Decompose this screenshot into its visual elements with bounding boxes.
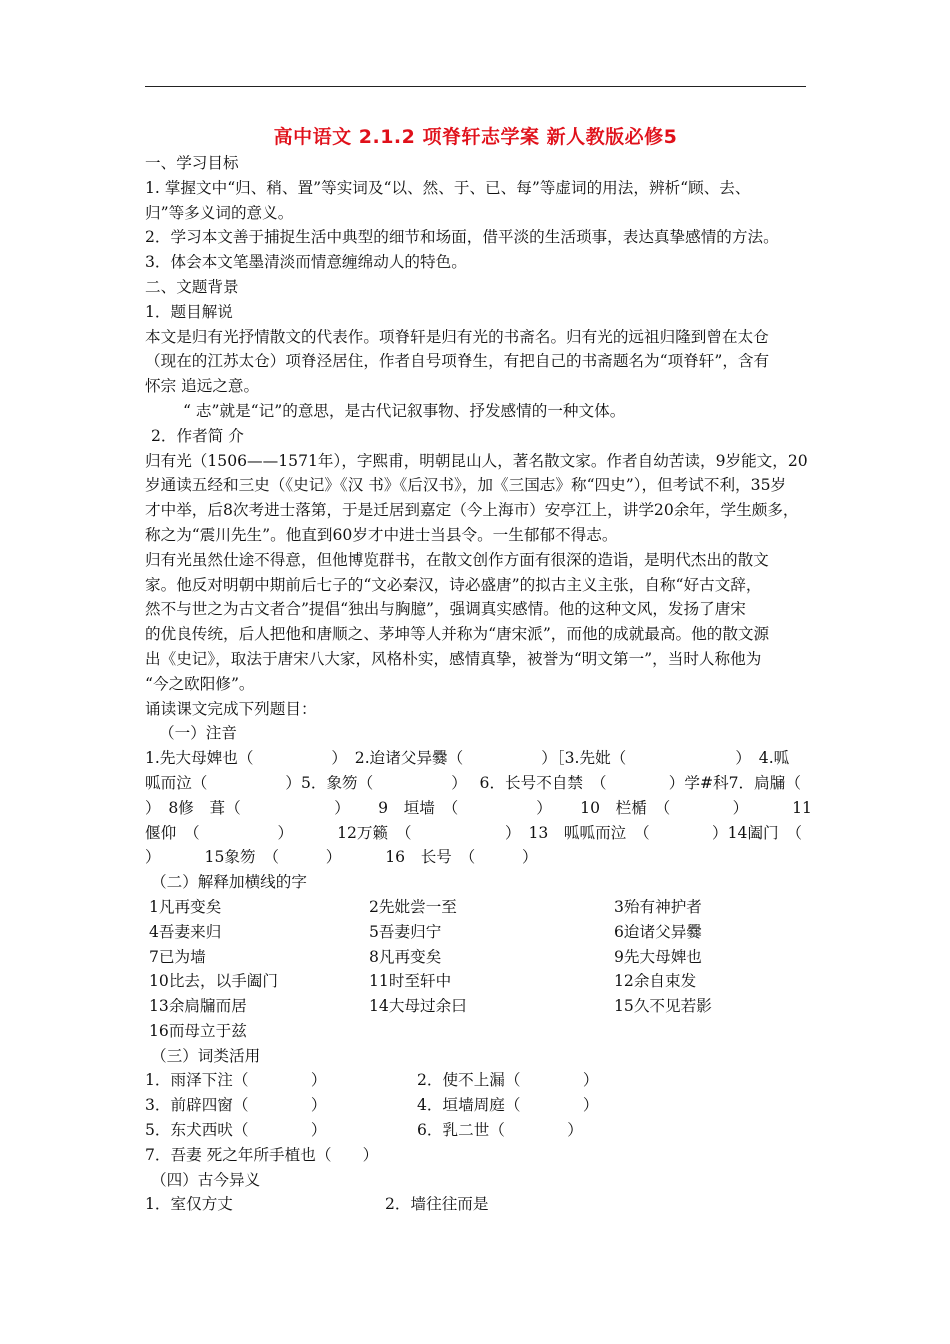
paragraph-line: 家。他反对明朝中期前后七子的“文必秦汉，诗必盛唐”的拟古主义主张，自称“好古文辞， bbox=[145, 575, 762, 594]
explain-row bbox=[145, 1019, 809, 1044]
explain-item bbox=[614, 1019, 809, 1044]
explain-item: 7已为墙 bbox=[149, 947, 206, 966]
explain-item bbox=[369, 1019, 614, 1044]
paragraph-line: 归”等多义词的意义。 bbox=[145, 203, 294, 222]
pronunciation-line: 呱而泣（ ）5．象笏（ ） 6．长号不自禁 （ ）学#科7．扃牖（ bbox=[145, 773, 801, 792]
ancient-item: 1．室仅方丈 bbox=[145, 1195, 233, 1214]
paragraph-line: “ 志”就是“记”的意思，是古代记叙事物、抒发感情的一种文体。 bbox=[183, 401, 626, 420]
explain-item: 10比去，以手阖门 bbox=[149, 972, 278, 991]
explain-item: 14大母过余曰 bbox=[369, 997, 467, 1016]
paragraph-line: （现在的江苏太仓）项脊泾居住，作者自号项脊生，有把自己的书斋题名为“项脊轩”，含有 bbox=[145, 352, 770, 371]
explain-item: 12余自束发 bbox=[614, 972, 697, 991]
paragraph-line: “今之欧阳修”。 bbox=[145, 674, 255, 693]
explain-item: 8凡再变矣 bbox=[369, 947, 442, 966]
wordclass-item: 1．雨泽下注（ ） bbox=[145, 1071, 327, 1090]
explain-row bbox=[145, 920, 809, 945]
wordclass-row bbox=[145, 1118, 809, 1143]
section-explain-heading: （二）解释加横线的字 bbox=[151, 873, 307, 892]
wordclass-row bbox=[145, 1093, 809, 1118]
paragraph-line: 1. 掌握文中“归、稍、置”等实词及“以、然、于、已、每”等虚词的用法，辨析“顾、去、 bbox=[145, 178, 751, 197]
explain-item: 11时至轩中 bbox=[369, 972, 452, 991]
paragraph-line: 怀宗 追远之意。 bbox=[145, 377, 260, 396]
explain-item: 5吾妻归宁 bbox=[369, 922, 442, 941]
explain-item: 2先妣尝一至 bbox=[369, 897, 457, 916]
paragraph-line: 3．体会本文笔墨清淡而情意缠绵动人的特色。 bbox=[145, 253, 467, 272]
explain-item: 4吾妻来归 bbox=[149, 922, 222, 941]
paragraph-line: 的优良传统，后人把他和唐顺之、茅坤等人并称为“唐宋派”，而他的成就最高。他的散文源 bbox=[145, 625, 770, 644]
wordclass-item: 3．前辟四窗（ ） bbox=[145, 1096, 327, 1115]
wordclass-item: 5．东犬西吠（ ） bbox=[145, 1121, 327, 1140]
paragraph-line: 然不与世之为古文者合”提倡“独出与胸臆”，强调真实感情。他的这种文风，发扬了唐宋 bbox=[145, 600, 746, 619]
explain-row bbox=[145, 895, 809, 920]
instruction-line: 诵读课文完成下列题目： bbox=[145, 699, 317, 718]
paragraph-line: 出《史记》，取法于唐宋八大家，风格朴实，感情真挚，被誉为“明文第一”，当时人称他为 bbox=[145, 649, 762, 668]
wordclass-item: 4．垣墙周庭（ ） bbox=[417, 1096, 599, 1115]
pronunciation-line: 1.先大母婢也（ ） 2.迨诸父异爨（ ）［3.先妣（ ） 4.呱 bbox=[145, 749, 790, 768]
subheading-author: 2．作者简 介 bbox=[151, 426, 244, 445]
pronunciation-line: ） 8修 葺（ ） 9 垣墙 （ ） 10 栏楯 （ ） 11 bbox=[145, 798, 812, 817]
explain-item: 6迨诸父异爨 bbox=[614, 922, 702, 941]
explain-row bbox=[145, 945, 809, 970]
paragraph-line: 归有光虽然仕途不得意，但他博览群书，在散文创作方面有很深的造诣，是明代杰出的散文 bbox=[145, 550, 769, 569]
document-body bbox=[145, 151, 812, 1217]
ancient-item: 2．墙往往而是 bbox=[385, 1195, 489, 1214]
ancient-row bbox=[145, 1192, 809, 1217]
wordclass-item: 7．吾妻 死之年所手植也（ ） bbox=[145, 1145, 379, 1164]
explain-item: 9先大母婢也 bbox=[614, 947, 702, 966]
page-title: 高中语文 2.1.2 项脊轩志学案 新人教版必修5 bbox=[273, 126, 678, 148]
paragraph-line: 才中举，后8次考进士落第，于是迁居到嘉定（今上海市）安亭江上，讲学20余年，学生颇多， bbox=[145, 501, 799, 520]
explain-item: 15久不见若影 bbox=[614, 997, 712, 1016]
paragraph-line: 归有光（1506——1571年），字熙甫，明朝昆山人，著名散文家。作者自幼苦读，9岁能文，20 bbox=[145, 451, 808, 470]
explain-item: 1凡再变矣 bbox=[149, 897, 222, 916]
heading-objectives: 一、学习目标 bbox=[145, 154, 239, 172]
section-ancient-heading: （四）古今异义 bbox=[151, 1170, 261, 1189]
paragraph-line: 岁通读五经和三史（《史记》《汉 书》《后汉书》，加《三国志》称“四史”），但考试不利，35岁 bbox=[145, 476, 787, 495]
explain-item: 13余扃牖而居 bbox=[149, 997, 247, 1016]
paragraph-line: 2．学习本文善于捕捉生活中典型的细节和场面，借平淡的生活琐事，表达真挚感情的方法。 bbox=[145, 228, 779, 247]
explain-row bbox=[145, 969, 809, 994]
pronunciation-line: 偃仰 （ ） 12万籁 （ ） 13 呱呱而泣 （ ）14阖门 （ bbox=[145, 823, 803, 842]
heading-background: 二、文题背景 bbox=[145, 277, 239, 296]
subheading-title-explain: 1．题目解说 bbox=[145, 302, 233, 321]
pronunciation-line: ） 15象笏 （ ） 16 长号 （ ） bbox=[145, 848, 538, 867]
section-wordclass-heading: （三）词类活用 bbox=[151, 1046, 261, 1065]
section-pronunciation-heading: （一）注音 bbox=[159, 724, 237, 743]
explain-row bbox=[145, 994, 809, 1019]
wordclass-item: 2．使不上漏（ ） bbox=[417, 1071, 599, 1090]
paragraph-line: 本文是归有光抒情散文的代表作。项脊轩是归有光的书斋名。归有光的远祖归隆到曾在太仓 bbox=[145, 327, 769, 346]
header-rule bbox=[145, 86, 806, 87]
explain-item: 16而母立于兹 bbox=[149, 1021, 247, 1040]
explain-item: 3殆有神护者 bbox=[614, 897, 702, 916]
paragraph-line: 称之为“震川先生”。他直到60岁才中进士当县令。一生郁郁不得志。 bbox=[145, 525, 618, 544]
wordclass-item: 6．乳二世（ ） bbox=[417, 1121, 583, 1140]
wordclass-row bbox=[145, 1068, 809, 1093]
